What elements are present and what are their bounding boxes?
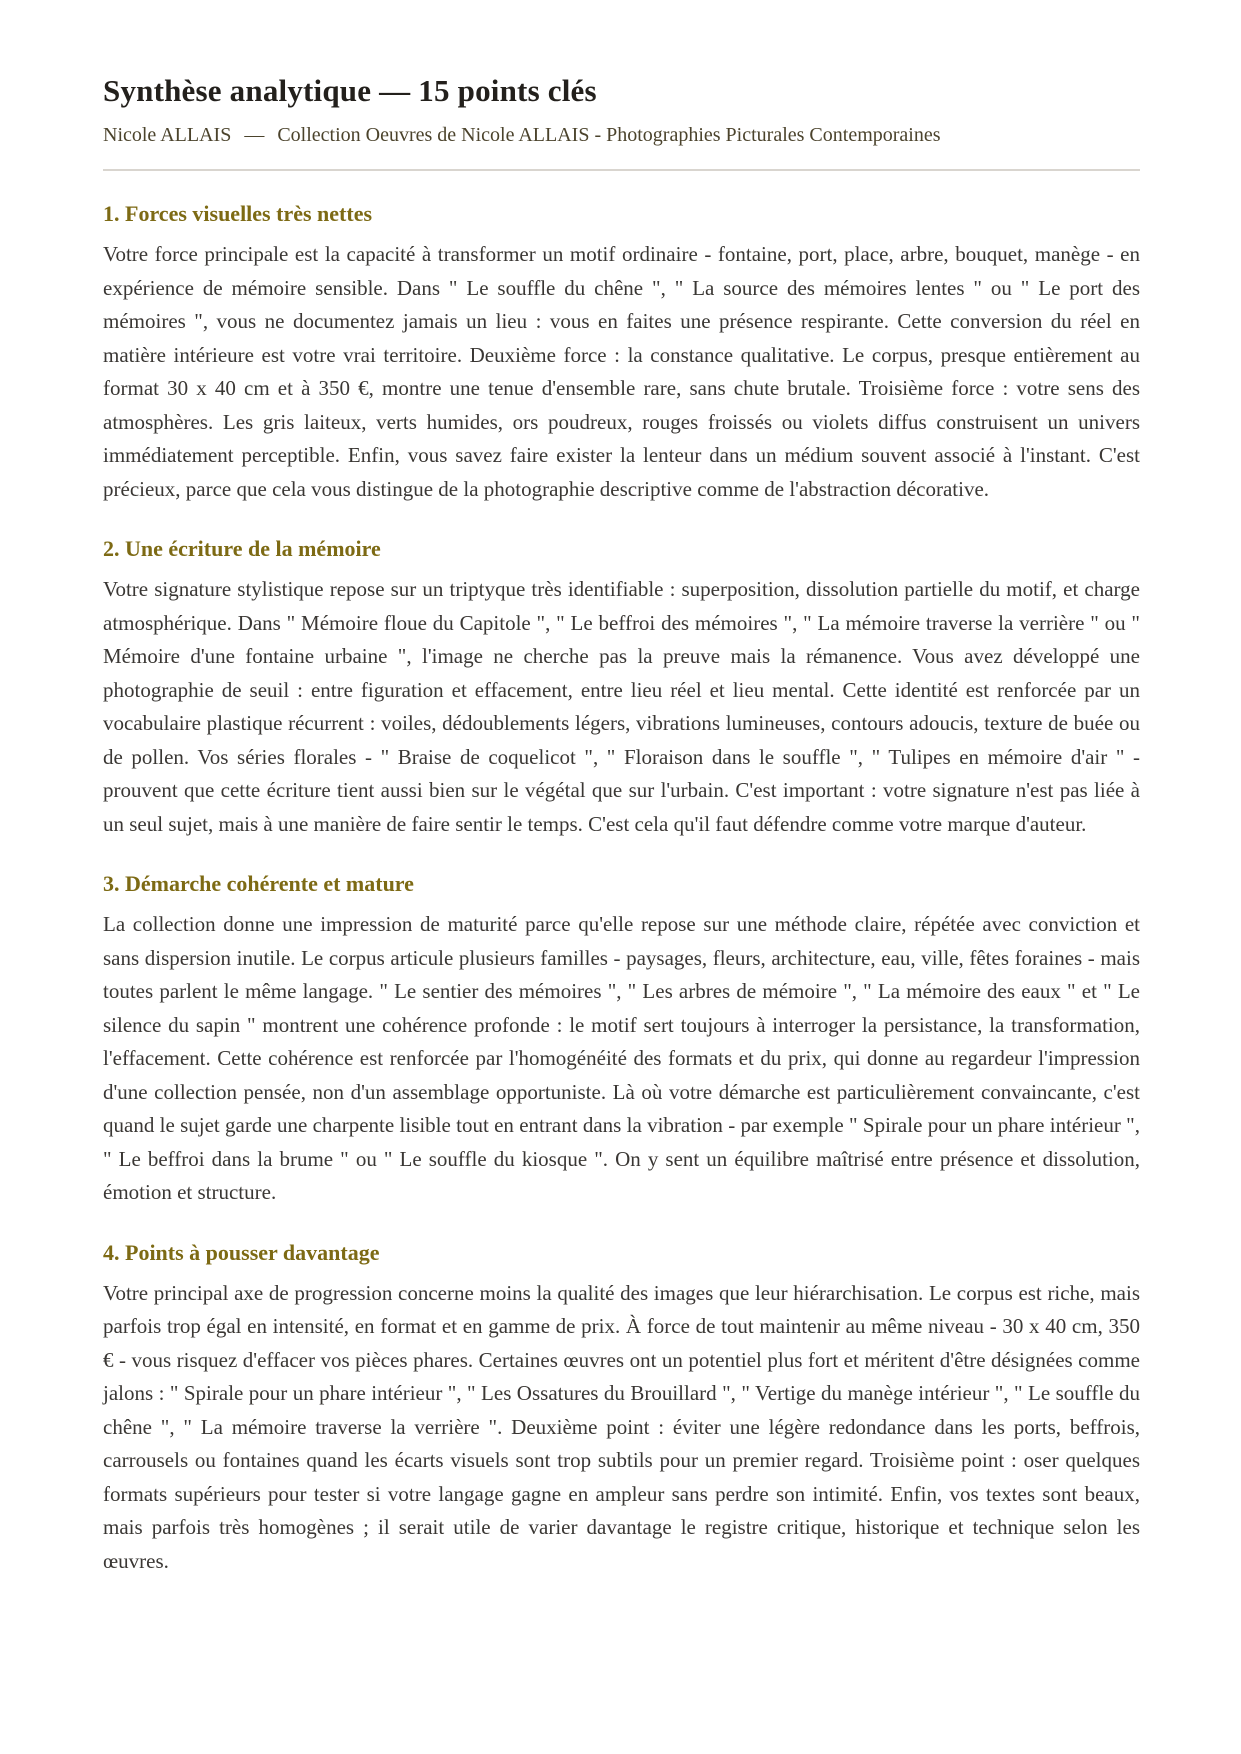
byline-author: Nicole ALLAIS <box>103 124 232 146</box>
section-2-body: Votre signature stylistique repose sur un triptyque très identifiable : superposition, dissolution partielle du motif, et charge atmosphérique. Dans " Mémoire floue du Capitole ", " Le beffroi des mémoires ", " La mémoire traverse la verrière " ou " Mémoire d'une fontaine urbaine ", l'image ne cherche pas la preuve mais la rémanence. Vous avez développé une photographie de seuil : entre figuration et effacement, entre lieu réel et lieu mental. Cette identité est renforcée par un vocabulaire plastique récurrent : voiles, dédoublements légers, vibrations lumineuses, contours adoucis, texture de buée ou de pollen. Vos séries florales - " Braise de coquelicot ", " Floraison dans le souffle ", " Tulipes en mémoire d'air " - prouvent que cette écriture tient aussi bien sur le végétal que sur l'urbain. C'est important : votre signature n'est pas liée à un seul sujet, mais à une manière de faire sentir le temps. C'est cela qu'il faut défendre comme votre marque d'auteur. <box>103 577 1140 836</box>
byline-collection: Collection Oeuvres de Nicole ALLAIS - Photographies Picturales Contemporaines <box>277 124 941 146</box>
section-2-heading: 2. Une écriture de la mémoire <box>103 536 381 561</box>
section-3 <box>103 870 1140 1210</box>
section-4-body: Votre principal axe de progression concerne moins la qualité des images que leur hiérarchisation. Le corpus est riche, mais parfois trop égal en intensité, en format et en gamme de prix. À force de tout maintenir au même niveau - 30 x 40 cm, 350 € - vous risquez d'effacer vos pièces phares. Certaines œuvres ont un potentiel plus fort et méritent d'être désignées comme jalons : " Spirale pour un phare intérieur ", " Les Ossatures du Brouillard ", " Vertige du manège intérieur ", " Le souffle du chêne ", " La mémoire traverse la verrière ". Deuxième point : éviter une légère redondance dans les ports, beffrois, carrousels ou fontaines quand les écarts visuels sont trop subtils pour un premier regard. Troisième point : oser quelques formats supérieurs pour tester si votre langage gagne en ampleur sans perdre son intimité. Enfin, vos textes sont beaux, mais parfois très homogènes ; il serait utile de varier davantage le registre critique, historique et technique selon les œuvres. <box>103 1280 1140 1573</box>
page-title: Synthèse analytique — 15 points clés <box>103 73 597 108</box>
byline <box>103 123 1140 148</box>
byline-separator: — <box>244 124 265 146</box>
section-4-heading: 4. Points à pousser davantage <box>103 1239 380 1265</box>
section-1-body: Votre force principale est la capacité à transformer un motif ordinaire - fontaine, port, place, arbre, bouquet, manège - en expérience de mémoire sensible. Dans " Le souffle du chêne ", " La source des mémoires lentes " ou " Le port des mémoires ", vous ne documentez jamais un lieu : vous en faites une présence respirante. Cette conversion du réel en matière intérieure est votre vrai territoire. Deuxième force : la constance qualitative. Le corpus, presque entièrement au format 30 x 40 cm et à 350 €, montre une tenue d'ensemble rare, sans chute brutale. Troisième force : votre sens des atmosphères. Les gris laiteux, verts humides, ors poudreux, rouges froissés ou violets diffus construisent un univers immédiatement perceptible. Enfin, vous savez faire exister la lenteur dans un médium souvent associé à l'instant. C'est précieux, parce que cela vous distingue de la photographie descriptive comme de l'abstraction décorative. <box>103 242 1140 501</box>
section-1-heading: 1. Forces visuelles très nettes <box>103 201 373 226</box>
section-2 <box>103 535 1140 841</box>
section-3-heading: 3. Démarche cohérente et mature <box>103 871 414 896</box>
section-1 <box>103 200 1140 506</box>
section-3-body: La collection donne une impression de maturité parce qu'elle repose sur une méthode claire, répétée avec conviction et sans dispersion inutile. Le corpus articule plusieurs familles - paysages, fleurs, architecture, eau, ville, fêtes foraines - mais toutes parlent le même langage. " Le sentier des mémoires ", " Les arbres de mémoire ", " La mémoire des eaux " et " Le silence du sapin " montrent une cohérence profonde : le motif sert toujours à interroger la persistance, la transformation, l'effacement. Cette cohérence est renforcée par l'homogénéité des formats et du prix, qui donne au regardeur l'impression d'une collection pensée, non d'un assemblage opportuniste. Là où votre démarche est particulièrement convaincante, c'est quand le sujet garde une charpente lisible tout en entrant dans la vibration - par exemple " Spirale pour un phare intérieur ", " Le beffroi dans la brume " ou " Le souffle du kiosque ". On y sent un équilibre maîtrisé entre présence et dissolution, émotion et structure. <box>103 912 1140 1204</box>
horizontal-divider <box>103 169 1140 171</box>
section-4 <box>103 1239 1140 1579</box>
